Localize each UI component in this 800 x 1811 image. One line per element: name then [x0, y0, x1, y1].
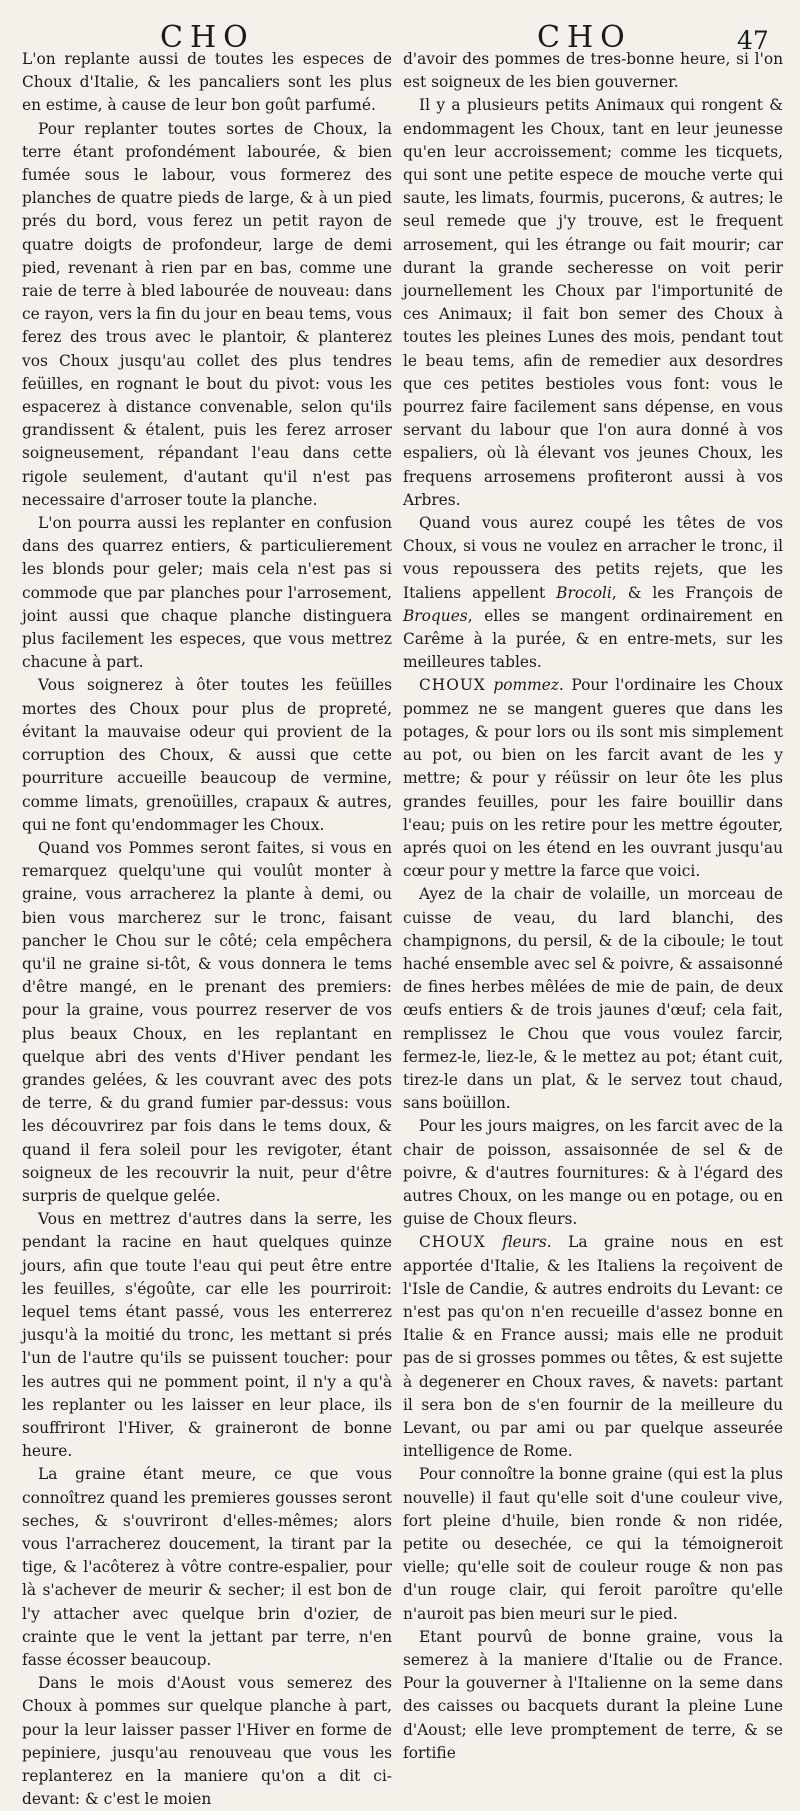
paragraph-text: Quand vous aurez coupé les têtes de vos Choux, si vous ne voulez en arracher le tronc, il vous repoussera des petits rejets, que les Italiens appellent — [403, 514, 783, 602]
paragraph: Etant pourvû de bonne graine, vous la semerez à la maniere d'Italie ou de France. Pour la gouverner à l'Italienne on la seme dans des caisses ou bacquets durant la pleine Lune d'Aoust; elle leve promptement de terre, & se fortifie — [403, 1627, 783, 1762]
left-column — [22, 48, 392, 1811]
paragraph: Pour connoître la bonne graine (qui est la plus nouvelle) il faut qu'elle soit d'une couleur vive, fort pleine d'huile, bien ronde & non ridée, petite ou desechée, ce qui la témoigneroit vielle; qu'elle soit de couleur rouge & non pas d'un rouge clair, qui feroit paroître qu'elle n'auroit pas bien meuri sur le pied. — [403, 1465, 783, 1623]
paragraph: Quand vos Pommes seront faites, si vous en remarquez quelqu'une qui voulût monter à graine, vous arracherez la plante à demi, ou bien vous marcherez sur le tronc, faisant pancher le Chou sur le côté; cela empêchera qu'il ne graine si-tôt, & vous donnera le tems d'être mangé, en le prenant des premiers: pour la graine, vous pourrez reserver de vos plus beaux Choux, en les replantant en quelque abri des vents d'Hiver pendant les grandes gelées, & les couvrant avec des pots de terre, & du grand fumier par-dessus: vous les découvrirez par fois dans le tems doux, & quand il fera soleil pour les revigoter, étant soigneux de les recouvrir la nuit, peur d'être surpris de quelque gelée. — [22, 838, 392, 1205]
paragraph: Vous en mettrez d'autres dans la serre, les pendant la racine en haut quelques quinze jours, afin que toute l'eau qui peut être entre les feuilles, s'égoûte, car elle les pourriroit: lequel tems étant passé, vous les enterrerez jusqu'à la moitié du tronc, les mettant si prés l'un de l'autre qu'ils se puissent toucher: pour les autres qui ne pomment point, il n'y a qu'à les replanter ou les laisser en leur place, ils souffriront l'Hiver, & graineront de bonne heure. — [22, 1210, 392, 1461]
entry-choux-fleurs — [403, 1231, 783, 1463]
page-number: 47 — [737, 26, 769, 55]
entry-choux-pommez — [403, 674, 783, 883]
entry-qualifier: fleurs. — [502, 1233, 552, 1252]
paragraph: Vous soignerez à ôter toutes les feüilles mortes des Choux pour plus de propreté, évitant la mauvaise odeur qui provient de la corruption des Choux, & aussi que cette pourriture accueille beaucoup de vermine, comme limats, grenoüilles, crapaux & autres, qui ne font qu'endommager les Choux. — [22, 676, 392, 834]
paragraph: L'on replante aussi de toutes les especes de Choux d'Italie, & les pancaliers sont les plus en estime, à cause de leur bon goût parfumé. — [22, 50, 392, 115]
paragraph-text: , elles se mangent ordinairement en Carême à la purée, & en entre-mets, sur les meilleures tables. — [403, 606, 783, 672]
paragraph: Il y a plusieurs petits Animaux qui rongent & endommagent les Choux, tant en leur jeunesse qu'en leur accroissement; comme les ticquets, qui sont une petite espece de mouche verte qui saute, les limats, fourmis, pucerons, & autres; le seul remede que j'y trouve, est le frequent arrosement, qui les étrange ou fait mourir; car durant la grande secheresse on voit perir journellement les Choux par l'importunité de ces Animaux; il fait bon semer des Choux à toutes les pleines Lunes des mois, pendant tout le beau tems, afin de remedier aux desordres que ces petites bestioles vous font: vous le pourrez faire facilement sans dépense, en vous servant du labour que l'on aura donné à vos espaliers, où là élevant vos jeunes Choux, les frequens arrosemens profiteront aussi à vos Arbres. — [403, 96, 783, 509]
paragraph: L'on pourra aussi les replanter en confusion dans des quarrez entiers, & particulierement les blonds pour geler; mais cela n'est pas si commode que par planches pour l'arrosement, joint aussi que chaque planche distinguera plus facilement les especes, que vous mettrez chacune à part. — [22, 514, 392, 672]
paragraph: d'avoir des pommes de tres-bonne heure, si l'on est soigneux de les bien gouverner. — [403, 50, 783, 92]
paragraph: Pour replanter toutes sortes de Choux, la terre étant profondément labourée, & bien fumée sous le labour, vous formerez des planches de quatre pieds de large, & à un pied prés du bord, vous ferez un petit rayon de quatre doigts de profondeur, large de demi pied, revenant à rien par en bas, comme une raie de terre à bled labourée de nouveau: dans ce rayon, vers la fin du jour en beau tems, vous ferez des trous avec le plantoir, & planterez vos Choux jusqu'au collet des plus tendres feüilles, en rognant le bout du pivot: vous les espacerez à distance convenable, selon qu'ils grandissent & étalent, puis les ferez arroser soigneusement, répandant l'eau dans cette rigole seulement, d'autant qu'il n'est pas necessaire d'arroser toute la planche. — [22, 119, 392, 509]
paragraph-brocoli — [403, 512, 783, 674]
term-broques: Broques — [403, 606, 468, 625]
running-head-left: CHO — [160, 20, 255, 55]
right-column — [403, 48, 783, 1765]
paragraph-text: Pour l'ordinaire les Choux pommez ne se mangent gueres que dans les potages, & pour lors ou ils sont mis simplement au pot, ou bien on les farcit avant de les y mettre; & pour y réüssir on leur ôte les plus grandes feuilles, pour les faire bouillir dans l'eau; puis on les retire pour les mettre égouter, aprés quoi on les étend en les ouvrant jusqu'au cœur pour y mettre la farce que voici. — [403, 676, 783, 881]
paragraph: La graine étant meure, ce que vous connoîtrez quand les premieres gousses seront seches, & s'ouvriront d'elles-mêmes; alors vous l'arracherez doucement, la tirant par la tige, & l'acôterez à vôtre contre-espalier, pour là s'achever de meurir & secher; il est bon de l'y attacher avec quelque brin d'ozier, de crainte que le vent la jettant par terre, n'en fasse écosser beaucoup. — [22, 1465, 392, 1670]
entry-head: CHOUX — [419, 676, 486, 695]
entry-qualifier: pommez. — [493, 676, 564, 695]
paragraph: Dans le mois d'Aoust vous semerez des Choux à pommes sur quelque planche à part, pour la leur laisser passer l'Hiver en forme de pepiniere, jusqu'au renouveau que vous les replanterez en la maniere qu'on a dit ci-devant: & c'est le moien — [22, 1674, 392, 1809]
paragraph-text: , & les François de — [611, 583, 783, 602]
paragraph: Ayez de la chair de volaille, un morceau de cuisse de veau, du lard blanchi, des champignons, du persil, & de la ciboule; le tout haché ensemble avec sel & poivre, & assaisonné de fines herbes mêlées de mie de pain, de deux œufs entiers & de trois jaunes d'œuf; cela fait, remplissez le Chou que vous voulez farcir, fermez-le, liez-le, & le mettez au pot; étant cuit, tirez-le dans un plat, & le servez tout chaud, sans boüillon. — [403, 885, 783, 1113]
paragraph: Pour les jours maigres, on les farcit avec de la chair de poisson, assaisonnée de sel & de poivre, & d'autres fournitures: & à l'égard des autres Choux, on les mange ou en potage, ou en guise de Choux fleurs. — [403, 1117, 783, 1229]
running-head-right: CHO — [537, 20, 632, 55]
term-brocoli: Brocoli — [556, 583, 612, 602]
paragraph-text: La graine nous en est apportée d'Italie, & les Italiens la reçoivent de l'Isle de Candie, & autres endroits du Levant: ce n'est pas qu'on n'en recueille d'assez bonne en Italie & en France aussi; mais elle ne produit pas de si grosses pommes ou têtes, & est sujette à degenerer en Choux raves, & navets: partant il sera bon de s'en fournir de la meilleure du Levant, ou par ami ou par quelque asseurée intelligence de Rome. — [403, 1233, 783, 1461]
entry-head: CHOUX — [419, 1233, 486, 1252]
